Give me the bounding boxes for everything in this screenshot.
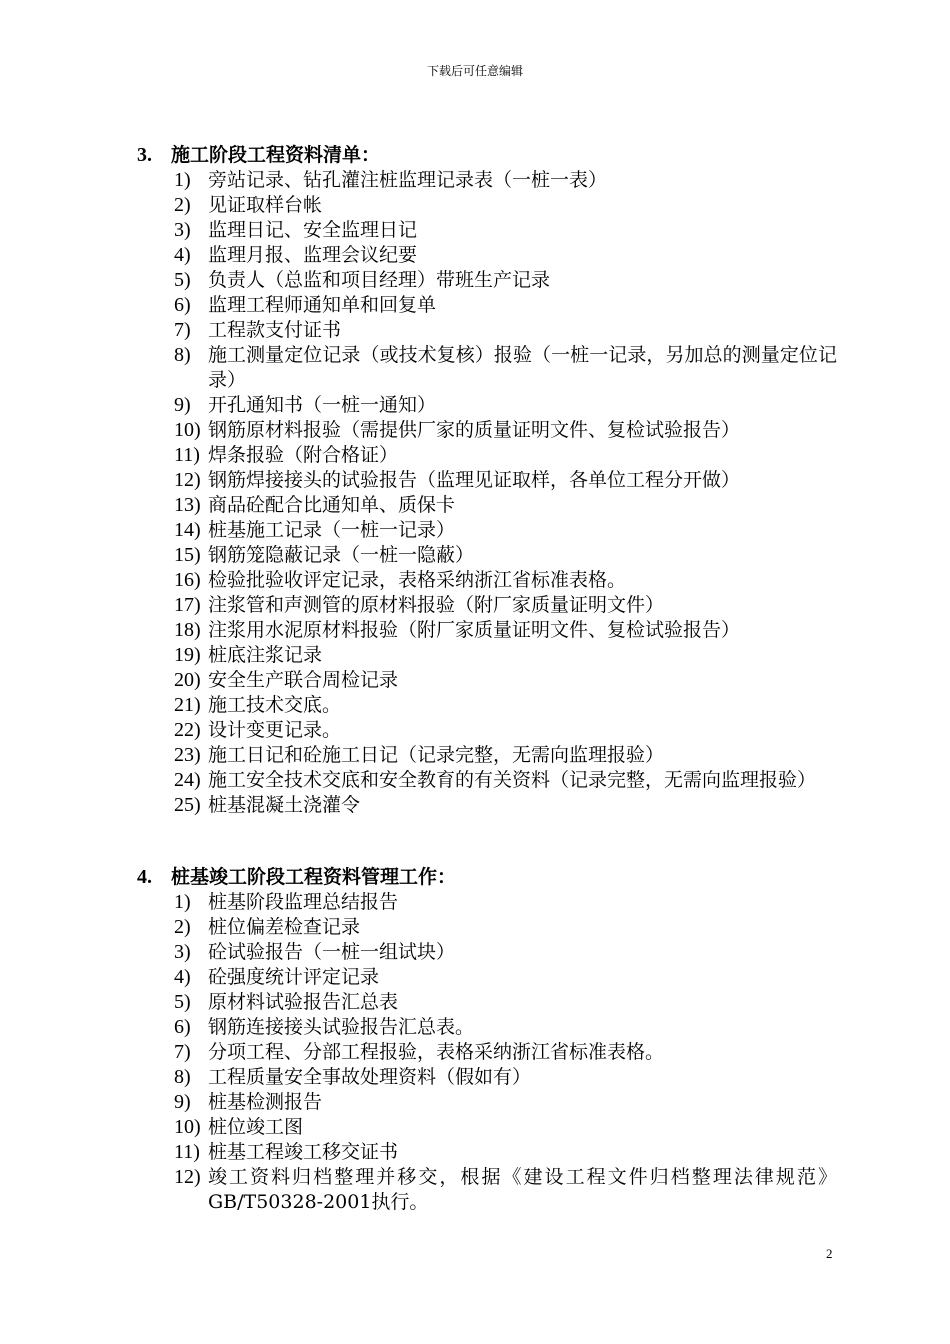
- list-item: [137, 965, 837, 990]
- item-number: 9): [174, 394, 191, 416]
- list-item: [137, 518, 837, 543]
- section-4: [137, 865, 837, 1215]
- list-item: [137, 768, 837, 793]
- list-item: [137, 243, 837, 268]
- item-text: 注浆管和声测管的原材料报验（附厂家质量证明文件）: [208, 594, 665, 616]
- item-text: 桩位偏差检查记录: [208, 916, 361, 938]
- item-number: 21): [174, 694, 201, 716]
- item-number: 7): [174, 1041, 191, 1063]
- list-item: [137, 618, 837, 643]
- item-number: 5): [174, 269, 191, 291]
- list-item: [137, 1115, 837, 1140]
- list-item: [137, 493, 837, 518]
- item-text: 原材料试验报告汇总表: [208, 991, 399, 1013]
- item-text: 分项工程、分部工程报验，表格采纳浙江省标准表格。: [208, 1041, 665, 1063]
- item-number: 16): [174, 569, 201, 591]
- item-text: 竣工资料归档整理并移交，根据《建设工程文件归档整理法律规范》GB/T50328-2001执行。: [208, 1166, 837, 1213]
- item-number: 11): [174, 1141, 200, 1163]
- item-text: 钢筋连接接头试验报告汇总表。: [208, 1016, 475, 1038]
- list-item: [137, 593, 837, 618]
- item-text: 工程质量安全事故处理资料（假如有）: [208, 1066, 532, 1088]
- list-item: [137, 1165, 837, 1215]
- list-item: [137, 990, 837, 1015]
- item-number: 5): [174, 991, 191, 1013]
- list-item: [137, 268, 837, 293]
- item-number: 7): [174, 319, 191, 341]
- list-item: [137, 643, 837, 668]
- item-text: 旁站记录、钻孔灌注桩监理记录表（一桩一表）: [208, 169, 608, 191]
- item-text: 注浆用水泥原材料报验（附厂家质量证明文件、复检试验报告）: [208, 619, 741, 641]
- item-number: 10): [174, 1116, 201, 1138]
- item-text: 施工技术交底。: [208, 694, 342, 716]
- item-text: 商品砼配合比通知单、质保卡: [208, 494, 456, 516]
- list-item: [137, 218, 837, 243]
- item-text: 桩基工程竣工移交证书: [208, 1141, 399, 1163]
- item-number: 17): [174, 594, 201, 616]
- item-text: 施工安全技术交底和安全教育的有关资料（记录完整，无需向监理报验）: [208, 769, 817, 791]
- list-item: [137, 318, 837, 343]
- item-number: 10): [174, 419, 201, 441]
- item-text: 桩底注浆记录: [208, 644, 323, 666]
- item-number: 1): [174, 169, 191, 191]
- list-item: [137, 693, 837, 718]
- list-item: [137, 743, 837, 768]
- item-number: 12): [174, 1166, 201, 1188]
- item-number: 20): [174, 669, 201, 691]
- item-number: 22): [174, 719, 201, 741]
- list-item: [137, 793, 837, 818]
- item-text: 施工日记和砼施工日记（记录完整，无需向监理报验）: [208, 744, 665, 766]
- item-number: 23): [174, 744, 201, 766]
- item-number: 3): [174, 941, 191, 963]
- item-number: 12): [174, 469, 201, 491]
- page-number: 2: [826, 1246, 833, 1261]
- list-item: [137, 293, 837, 318]
- list-item: [137, 718, 837, 743]
- item-text: 监理月报、监理会议纪要: [208, 244, 418, 266]
- item-text: 钢筋原材料报验（需提供厂家的质量证明文件、复检试验报告）: [208, 419, 741, 441]
- list-item: [137, 443, 837, 468]
- item-number: 3): [174, 219, 191, 241]
- item-number: 2): [174, 916, 191, 938]
- section-number: 3.: [137, 144, 152, 166]
- list-item: [137, 568, 837, 593]
- item-number: 19): [174, 644, 201, 666]
- item-number: 24): [174, 769, 201, 791]
- item-text: 负责人（总监和项目经理）带班生产记录: [208, 269, 551, 291]
- list-item: [137, 1040, 837, 1065]
- list-item: [137, 890, 837, 915]
- list-item: [137, 168, 837, 193]
- item-text: 砼强度统计评定记录: [208, 966, 380, 988]
- item-number: 8): [174, 344, 191, 366]
- item-number: 6): [174, 294, 191, 316]
- list-item: [137, 1090, 837, 1115]
- page-header: 下载后可任意编辑: [426, 64, 523, 78]
- list-item: [137, 193, 837, 218]
- list-item: [137, 343, 837, 393]
- list-item: [137, 418, 837, 443]
- item-number: 18): [174, 619, 201, 641]
- item-text: 焊条报验（附合格证）: [208, 444, 399, 466]
- item-text: 砼试验报告（一桩一组试块）: [208, 941, 456, 963]
- list-item: [137, 940, 837, 965]
- item-text: 安全生产联合周检记录: [208, 669, 399, 691]
- item-number: 6): [174, 1016, 191, 1038]
- item-text: 桩基检测报告: [208, 1091, 323, 1113]
- item-number: 15): [174, 544, 201, 566]
- item-text: 监理日记、安全监理日记: [208, 219, 418, 241]
- item-list: [137, 890, 837, 1215]
- list-item: [137, 915, 837, 940]
- item-text: 桩基施工记录（一桩一记录）: [208, 519, 456, 541]
- list-item: [137, 393, 837, 418]
- item-list: [137, 168, 837, 818]
- section-title: [137, 143, 837, 168]
- item-number: 4): [174, 966, 191, 988]
- item-number: 8): [174, 1066, 191, 1088]
- section-title-text: 桩基竣工阶段工程资料管理工作：: [171, 866, 457, 888]
- list-item: [137, 1140, 837, 1165]
- item-text: 桩基阶段监理总结报告: [208, 891, 399, 913]
- item-text: 工程款支付证书: [208, 319, 342, 341]
- item-text: 设计变更记录。: [208, 719, 342, 741]
- item-number: 9): [174, 1091, 191, 1113]
- item-number: 14): [174, 519, 201, 541]
- list-item: [137, 543, 837, 568]
- section-title: [137, 865, 837, 890]
- item-text: 桩位竣工图: [208, 1116, 304, 1138]
- list-item: [137, 1065, 837, 1090]
- item-number: 1): [174, 891, 191, 913]
- list-item: [137, 468, 837, 493]
- list-item: [137, 668, 837, 693]
- section-number: 4.: [137, 866, 152, 888]
- item-text: 见证取样台帐: [208, 194, 323, 216]
- item-number: 25): [174, 794, 201, 816]
- item-text: 钢筋笼隐蔽记录（一桩一隐蔽）: [208, 544, 475, 566]
- section-title-text: 施工阶段工程资料清单：: [171, 144, 381, 166]
- item-number: 13): [174, 494, 201, 516]
- item-text: 开孔通知书（一桩一通知）: [208, 394, 437, 416]
- section-3: [137, 143, 837, 818]
- item-number: 4): [174, 244, 191, 266]
- item-text: 检验批验收评定记录，表格采纳浙江省标准表格。: [208, 569, 627, 591]
- item-text: 桩基混凝土浇灌令: [208, 794, 361, 816]
- item-number: 11): [174, 444, 200, 466]
- item-number: 2): [174, 194, 191, 216]
- list-item: [137, 1015, 837, 1040]
- item-text: 监理工程师通知单和回复单: [208, 294, 437, 316]
- item-text: 钢筋焊接接头的试验报告（监理见证取样，各单位工程分开做）: [208, 469, 741, 491]
- item-text: 施工测量定位记录（或技术复核）报验（一桩一记录，另加总的测量定位记录）: [208, 344, 837, 391]
